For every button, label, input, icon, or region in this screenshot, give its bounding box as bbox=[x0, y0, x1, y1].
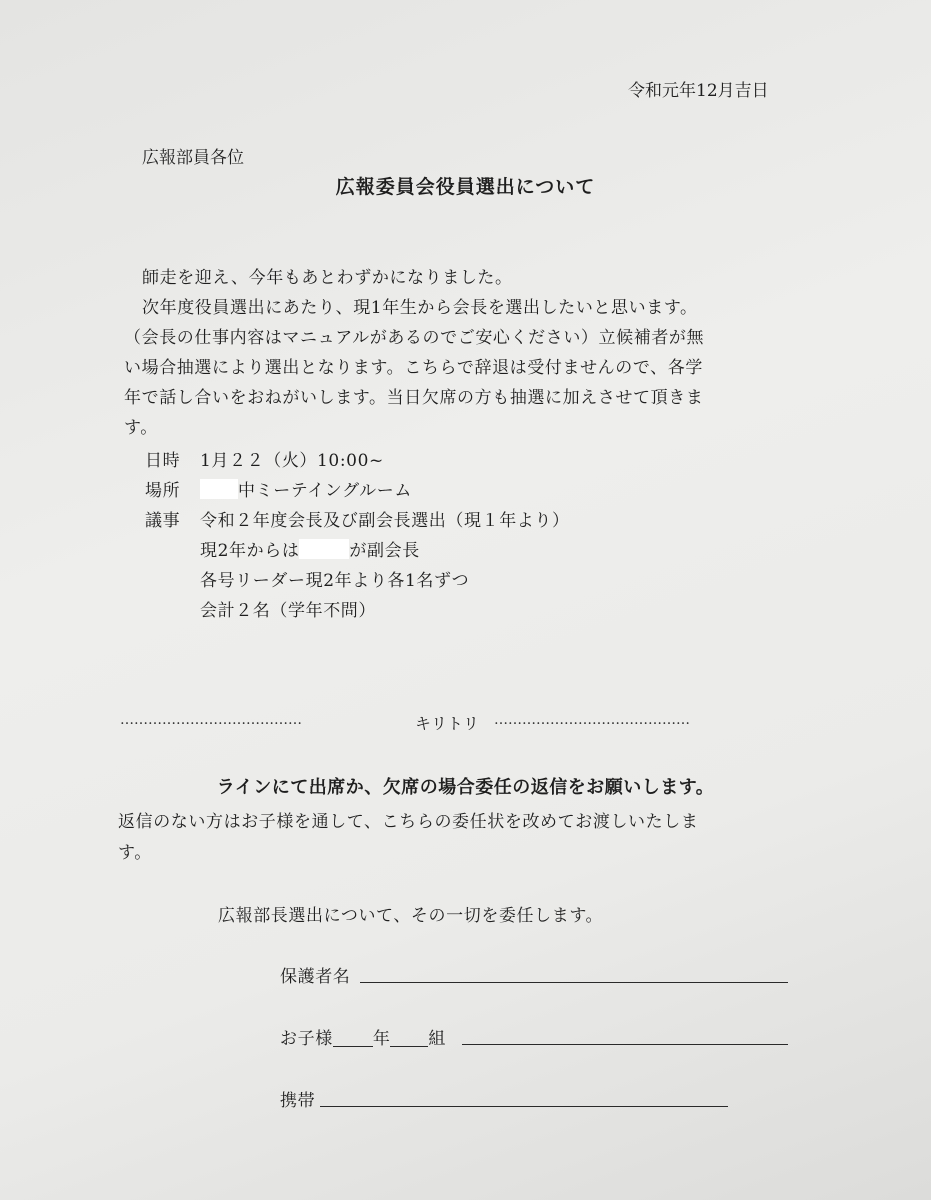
mobile-label: 携帯 bbox=[280, 1091, 316, 1111]
proxy-statement: 広報部長選出について、その一切を委任します。 bbox=[218, 906, 604, 926]
document-title: 広報委員会役員選出について bbox=[335, 176, 596, 198]
body-line: 年で話し合いをおねがいします。当日欠席の方も抽選に加えさせて頂きま bbox=[124, 388, 704, 408]
guardian-name-field[interactable] bbox=[360, 982, 788, 983]
child-year-field[interactable] bbox=[333, 1028, 373, 1047]
issue-date: 令和元年12月吉日 bbox=[628, 81, 769, 101]
datetime-value: 1月２２（火）10:00~ bbox=[200, 451, 384, 471]
agenda-line: 令和２年度会長及び副会長選出（現１年より） bbox=[200, 511, 570, 531]
guardian-label: 保護者名 bbox=[280, 967, 351, 987]
body-line: 師走を迎え、今年もあとわずかになりました。 bbox=[142, 268, 513, 288]
notice-line: す。 bbox=[118, 843, 152, 863]
redacted-block bbox=[299, 539, 349, 559]
cut-dots-right: …………………………………… bbox=[494, 712, 690, 728]
place-value: 中ミーテイングルーム bbox=[238, 481, 412, 501]
mobile-field[interactable] bbox=[320, 1106, 728, 1107]
notice-line: 返信のない方はお子様を通して、こちらの委任状を改めてお渡しいたしま bbox=[118, 812, 699, 832]
redacted-block bbox=[200, 479, 238, 499]
agenda-line2-pre: 現2年からは bbox=[200, 541, 300, 561]
body-line: い場合抽選により選出となります。こちらで辞退は受付ませんので、各学 bbox=[124, 358, 703, 378]
agenda-line: 各号リーダー現2年より各1名ずつ bbox=[200, 571, 470, 591]
body-line: （会長の仕事内容はマニュアルがあるのでご安心ください）立候補者が無 bbox=[124, 328, 705, 348]
year-label: 年 bbox=[372, 1029, 391, 1049]
agenda-label: 議事 bbox=[145, 511, 181, 531]
agenda-line: 会計２名（学年不問） bbox=[200, 601, 376, 621]
class-label: 組 bbox=[428, 1029, 447, 1049]
cut-label: キリトリ bbox=[415, 714, 480, 733]
place-label: 場所 bbox=[145, 481, 181, 501]
child-class-field[interactable] bbox=[390, 1028, 428, 1047]
body-line: 次年度役員選出にあたり、現1年生から会長を選出したいと思います。 bbox=[142, 298, 698, 318]
body-line: す。 bbox=[124, 418, 158, 438]
child-label: お子様 bbox=[280, 1029, 333, 1049]
datetime-label: 日時 bbox=[145, 451, 181, 471]
child-row bbox=[280, 1024, 446, 1049]
reply-request: ラインにて出席か、欠席の場合委任の返信をお願いします。 bbox=[216, 777, 715, 798]
cut-dots-left: ………………………………… bbox=[120, 712, 302, 728]
recipient: 広報部員各位 bbox=[142, 148, 244, 168]
child-name-field[interactable] bbox=[462, 1044, 788, 1045]
agenda-line bbox=[200, 536, 420, 561]
agenda-line2-post: が副会長 bbox=[349, 541, 420, 561]
place-row bbox=[200, 476, 412, 501]
